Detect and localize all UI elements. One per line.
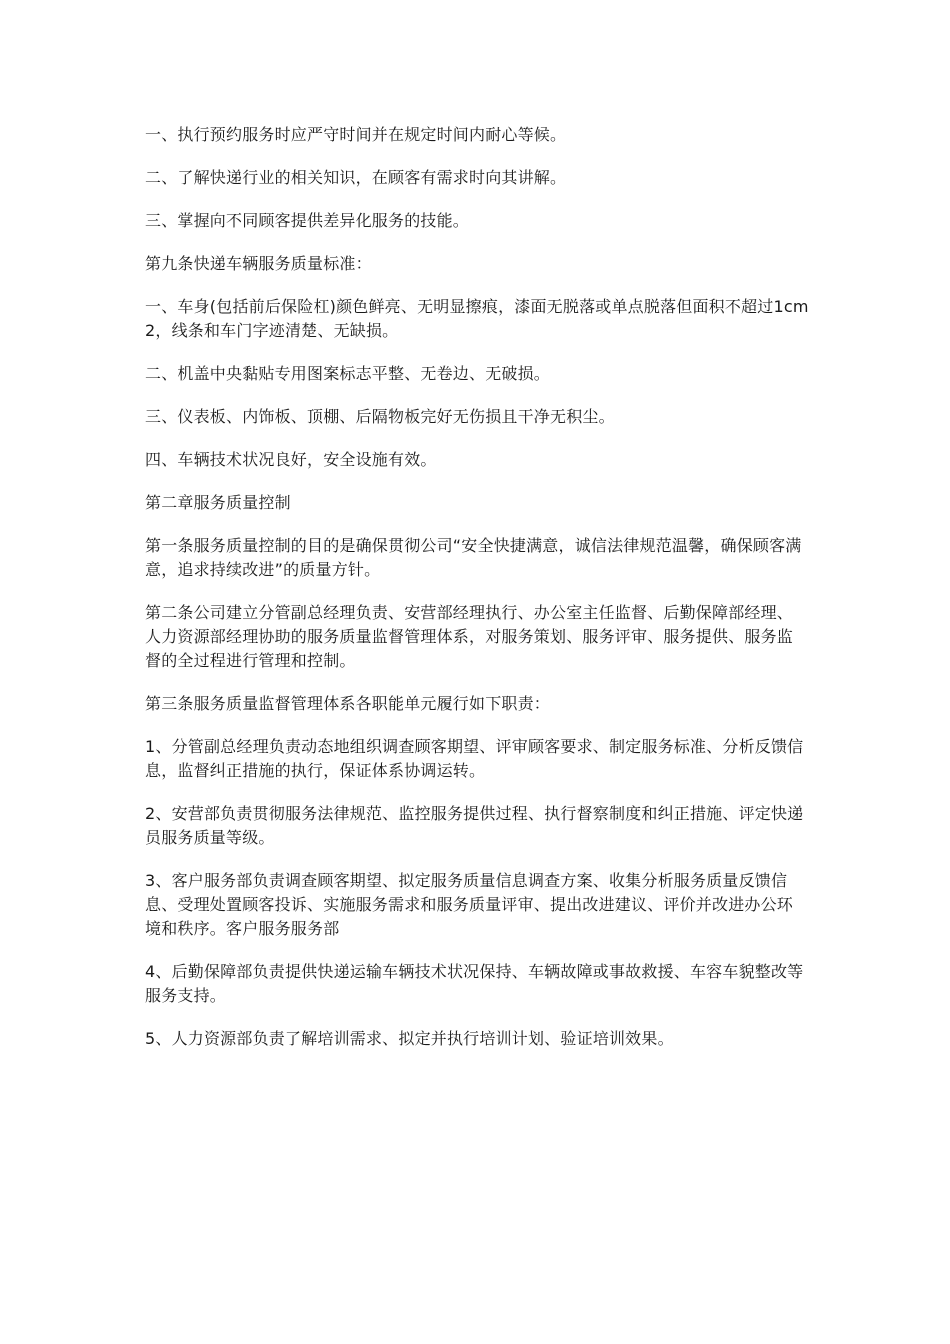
paragraph-article-1: 第一条服务质量控制的目的是确保贯彻公司“安全快捷满意，诚信法律规范温馨，确保顾客满意，追求持续改进”的质量方针。 (145, 536, 802, 579)
list-item-duty-2: 2、安营部负责贯彻服务法律规范、监控服务提供过程、执行督察制度和纠正措施、评定快递员服务质量等级。 (145, 804, 804, 847)
list-item-duty-4: 4、后勤保障部负责提供快递运输车辆技术状况保持、车辆故障或事故救援、车容车貌整改等服务支持。 (145, 962, 804, 1005)
section-heading-article-9: 第九条快递车辆服务质量标准： (145, 254, 372, 273)
paragraph-item-2: 二、了解快递行业的相关知识，在顾客有需求时向其讲解。 (145, 168, 567, 187)
paragraph-article-2: 第二条公司建立分管副总经理负责、安营部经理执行、办公室主任监督、后勤保障部经理、人力资源部经理协助的服务质量监督管理体系，对服务策划、服务评审、服务提供、服务监督的全过程进行管理和控制。 (145, 603, 794, 670)
paragraph-item-1: 一、执行预约服务时应严守时间并在规定时间内耐心等候。 (145, 125, 567, 144)
paragraph-item-3: 三、掌握向不同顾客提供差异化服务的技能。 (145, 211, 470, 230)
chapter-heading-2: 第二章服务质量控制 (145, 493, 291, 512)
paragraph-vehicle-condition: 四、车辆技术状况良好，安全设施有效。 (145, 450, 437, 469)
paragraph-article-3: 第三条服务质量监督管理体系各职能单元履行如下职责： (145, 694, 551, 713)
paragraph-vehicle-body: 一、车身(包括前后保险杠)颜色鲜亮、无明显擦痕，漆面无脱落或单点脱落但面积不超过1cm2，线条和车门字迹清楚、无缺损。 (145, 297, 809, 340)
paragraph-hood-logo: 二、机盖中央黏贴专用图案标志平整、无卷边、无破损。 (145, 364, 551, 383)
list-item-duty-3: 3、客户服务部负责调查顾客期望、拟定服务质量信息调查方案、收集分析服务质量反馈信息、受理处置顾客投诉、实施服务需求和服务质量评审、提出改进建议、评价并改进办公环境和秩序。客户服务服务部 (145, 871, 794, 938)
list-item-duty-5: 5、人力资源部负责了解培训需求、拟定并执行培训计划、验证培训效果。 (145, 1029, 674, 1048)
list-item-duty-1: 1、分管副总经理负责动态地组织调查顾客期望、评审顾客要求、制定服务标准、分析反馈信息，监督纠正措施的执行，保证体系协调运转。 (145, 737, 804, 780)
document-body (145, 123, 809, 1070)
paragraph-interior: 三、仪表板、内饰板、顶棚、后隔物板完好无伤损且干净无积尘。 (145, 407, 615, 426)
